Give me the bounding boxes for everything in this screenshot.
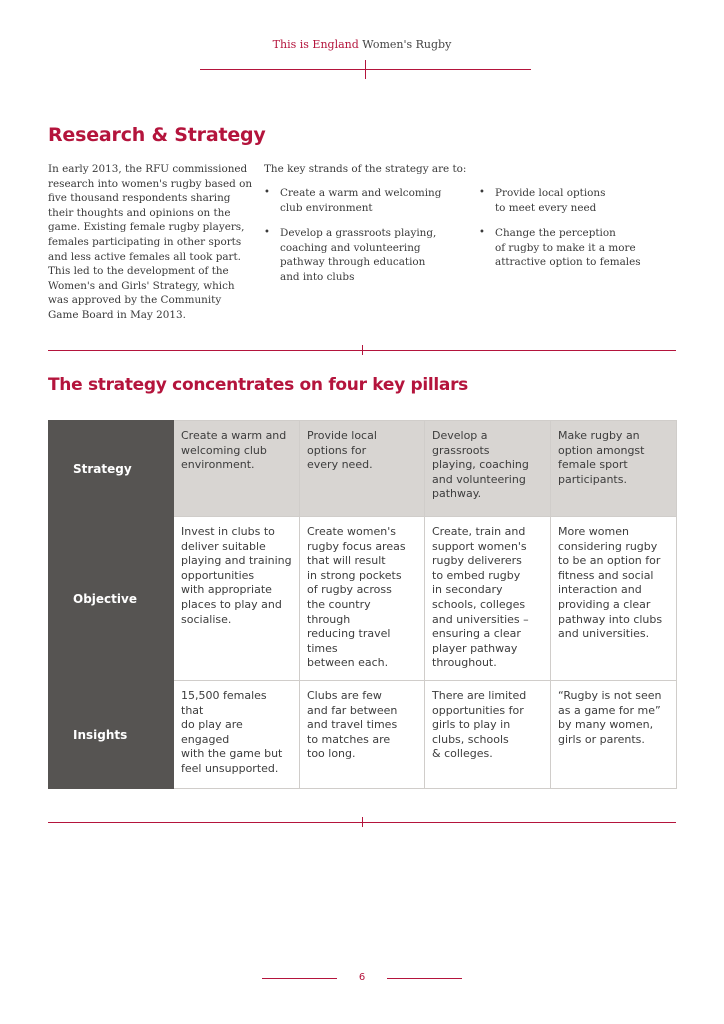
table-cell: Clubs are few and far between and travel times to matches are too long. (300, 681, 425, 789)
page-number: 6 (358, 972, 366, 983)
table-row-strategy (49, 421, 677, 517)
table-cell: Create a warm and welcoming club environment. (174, 421, 300, 517)
row-header-strategy: Strategy (49, 421, 174, 517)
footer-rule-right (387, 978, 462, 979)
table-cell: There are limited opportunities for girls to play in clubs, schools & colleges. (425, 681, 551, 789)
table-cell: “Rugby is not seen as a game for me” by many women, girls or parents. (551, 681, 677, 789)
strands-list-right (479, 186, 679, 281)
strand-item (479, 226, 679, 270)
strand-text: Change the perception of rugby to make it a more attractive option to females (495, 227, 641, 269)
strand-item (479, 186, 679, 215)
bullet-icon: • (479, 227, 485, 239)
bottom-divider-tick (362, 817, 363, 827)
table-cell: 15,500 females that do play are engaged with the game but feel unsupported. (174, 681, 300, 789)
strands-title: The key strands of the strategy are to: (264, 163, 467, 175)
table-cell: Create women's rugby focus areas that will result in strong pockets of rugby across the country through reducing travel times between each. (300, 517, 425, 681)
running-header (0, 38, 724, 51)
table-cell: Invest in clubs to deliver suitable playing and training opportunities with appropriate places to play and socialise. (174, 517, 300, 681)
strand-text: Create a warm and welcoming club environment (280, 187, 442, 214)
strand-text: Provide local options to meet every need (495, 187, 606, 214)
row-header-objective: Objective (49, 517, 174, 681)
table-row-objective (49, 517, 677, 681)
table-cell: Make rugby an option amongst female sport participants. (551, 421, 677, 517)
intro-paragraph: In early 2013, the RFU commissioned research into women's rugby based on five thousand respondents sharing their thoughts and opinions on the game. Existing female rugby players, females participating in other sports and less active females all took part. This led to the development of the Women's and Girls' Strategy, which was approved by the Community Game Board in May 2013. (48, 163, 253, 321)
header-subtitle: Women's Rugby (362, 38, 452, 51)
header-rule-tick (365, 60, 366, 79)
strand-item (264, 226, 464, 284)
section-divider-tick (362, 345, 363, 355)
strands-list-left (264, 186, 464, 296)
table-cell: Create, train and support women's rugby deliverers to embed rugby in secondary schools, colleges and universities – ensuring a clear player pathway throughout. (425, 517, 551, 681)
row-header-insights: Insights (49, 681, 174, 789)
table-row-insights (49, 681, 677, 789)
strand-text: Develop a grassroots playing, coaching and volunteering pathway through education and into clubs (280, 227, 437, 283)
bullet-icon: • (264, 187, 270, 198)
bullet-icon: • (479, 187, 485, 198)
strand-item (264, 186, 464, 215)
section-heading-pillars: The strategy concentrates on four key pillars (48, 375, 469, 395)
section-heading-research: Research & Strategy (48, 124, 266, 146)
header-brand: This is England (272, 38, 359, 51)
table-cell: Provide local options for every need. (300, 421, 425, 517)
bullet-icon: • (264, 227, 270, 239)
table-cell: Develop a grassroots playing, coaching and volunteering pathway. (425, 421, 551, 517)
pillars-table (48, 420, 677, 789)
table-cell: More women considering rugby to be an option for fitness and social interaction and providing a clear pathway into clubs and universities. (551, 517, 677, 681)
